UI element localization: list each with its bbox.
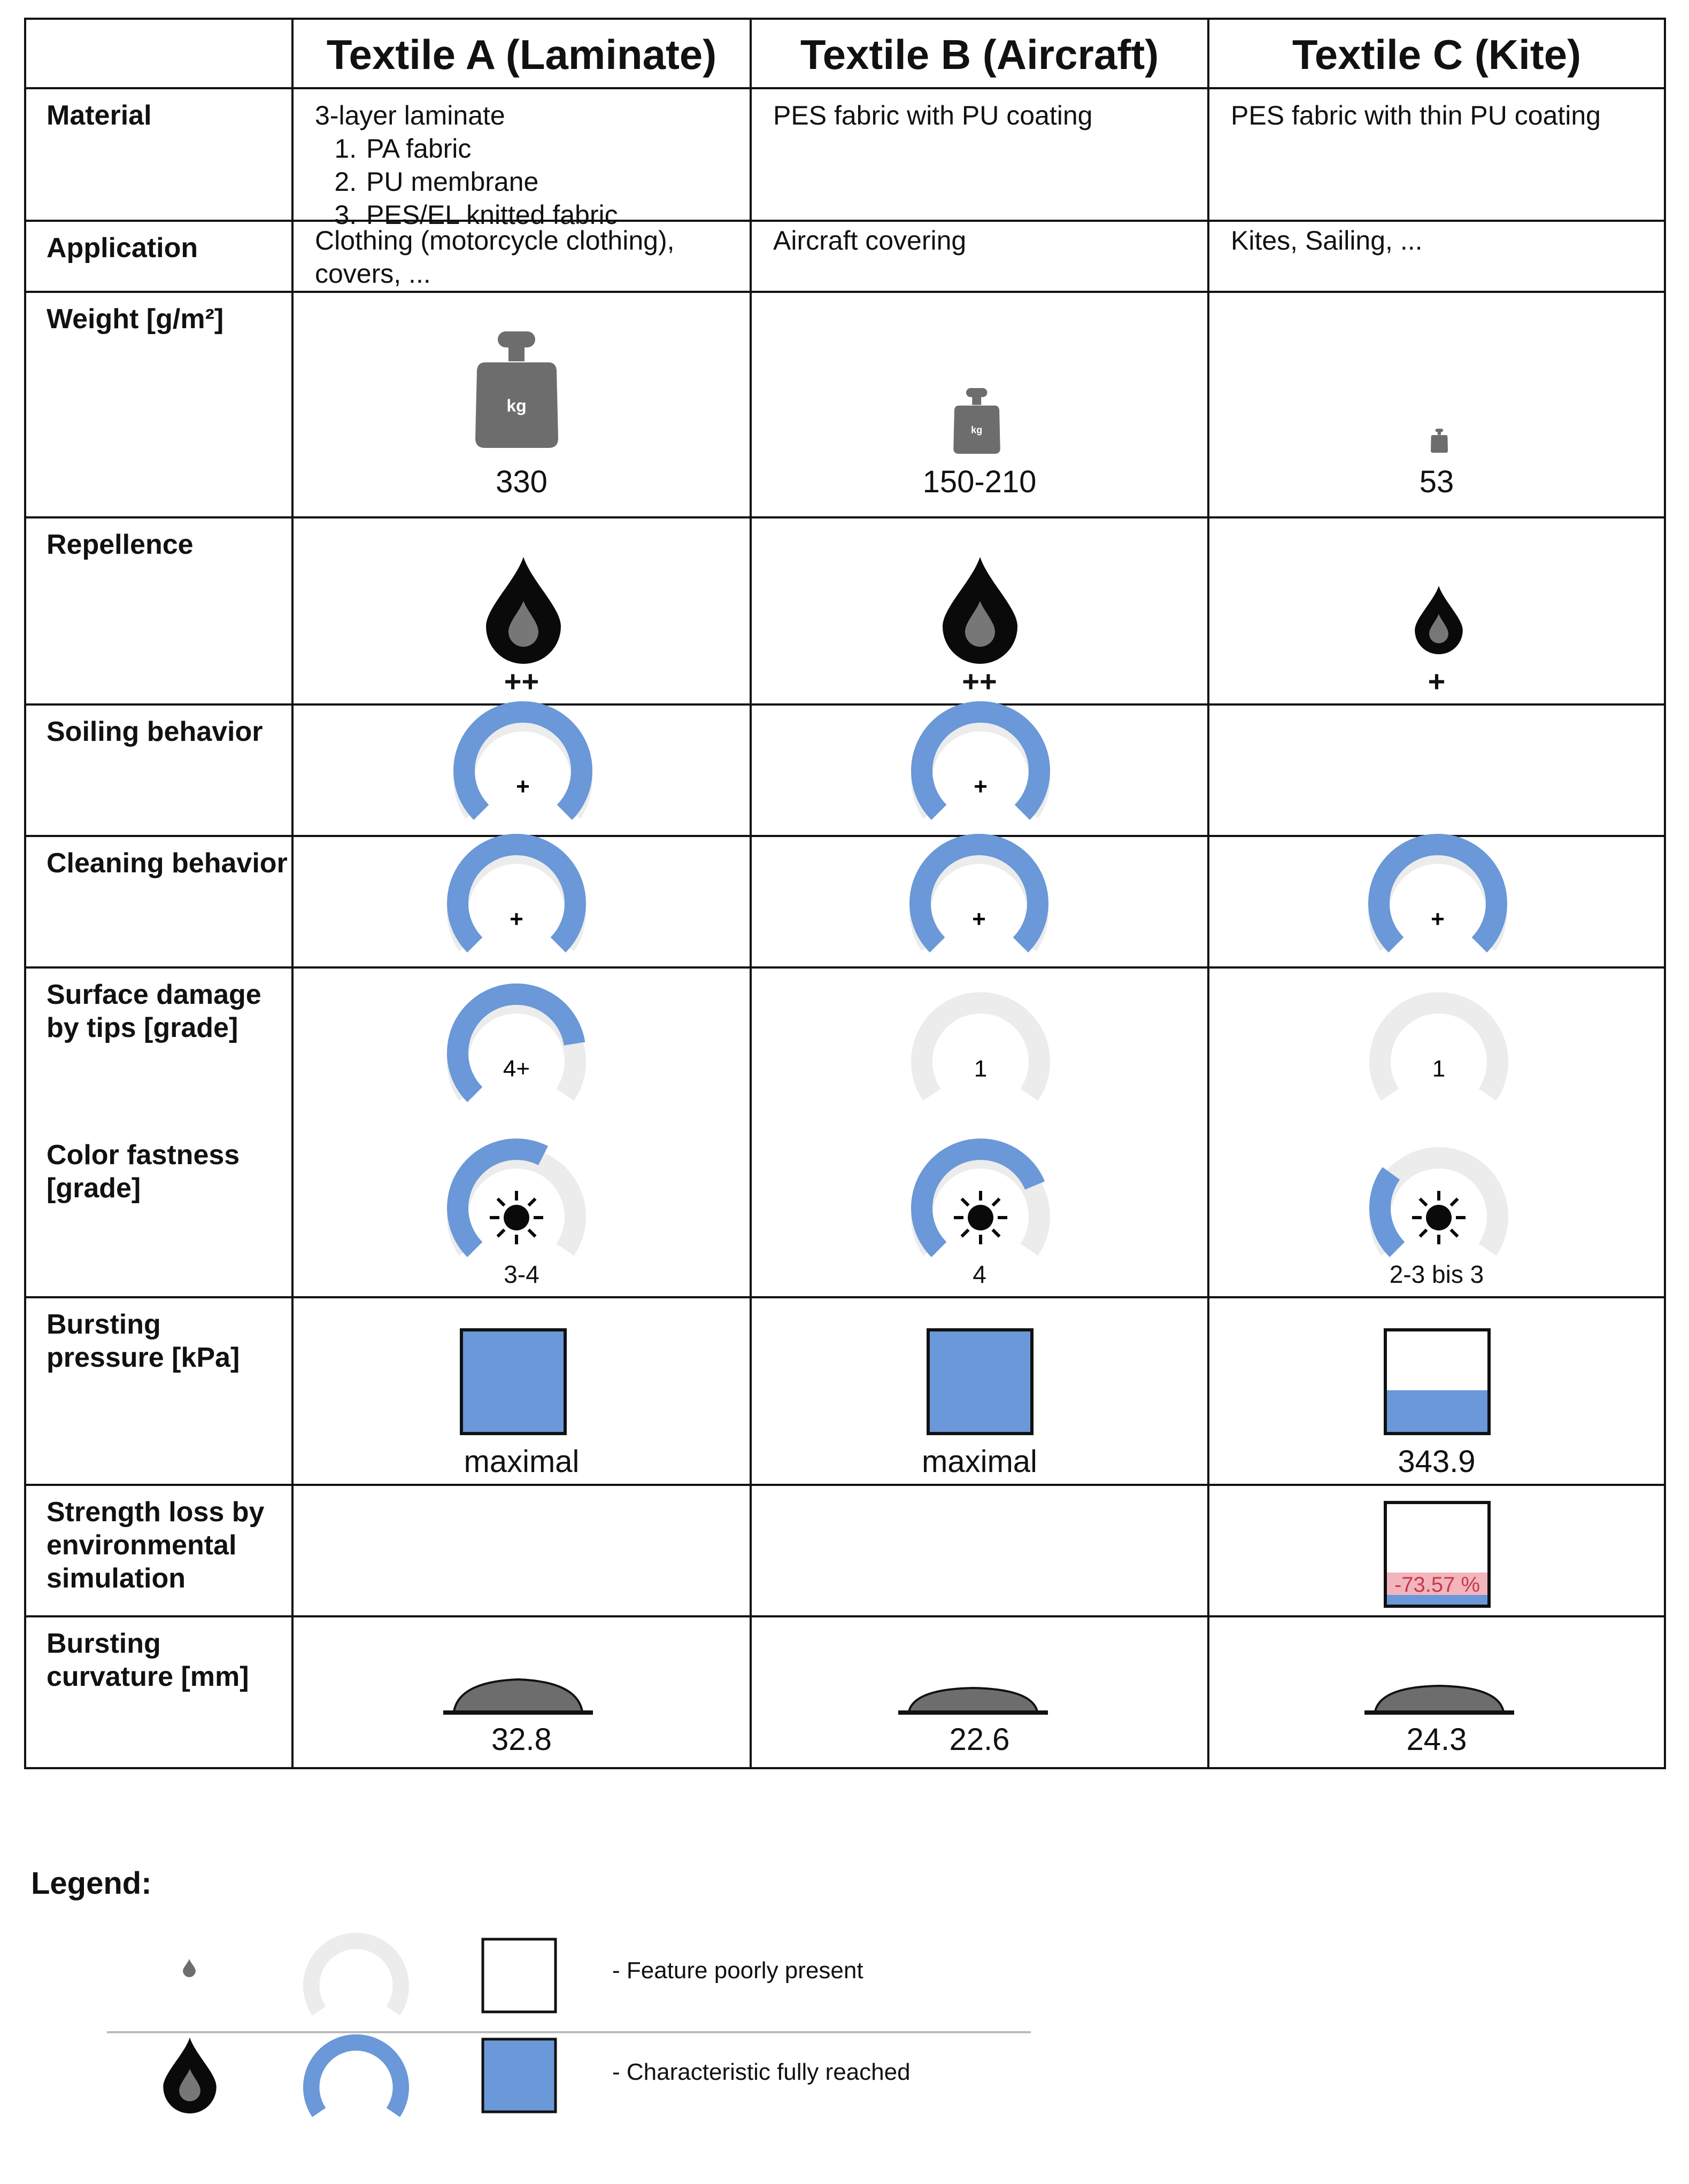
cleaning-gauge-c — [1368, 849, 1508, 961]
cleaning-value-a: + — [510, 906, 523, 932]
header-textile-b: Textile B (Aircraft) — [750, 20, 1207, 87]
bursting-box-a — [460, 1328, 567, 1435]
bursting-pressure-row — [24, 1296, 1666, 1484]
legend-poor-text: - Feature poorly present — [612, 1957, 863, 1984]
bursting-curvature-value-a: 32.8 — [491, 1722, 552, 1757]
weight-value-b: 150-210 — [922, 464, 1037, 499]
application-label: Application — [24, 222, 291, 291]
drop-icon-a — [486, 557, 561, 664]
header-textile-a: Textile A (Laminate) — [291, 20, 750, 87]
legend-divider — [107, 2031, 1031, 2033]
cleaning-row — [24, 835, 1666, 966]
material-row — [24, 87, 1666, 230]
repellence-label: Repellence — [24, 518, 291, 703]
cleaning-value-b: + — [972, 906, 986, 932]
legend-full-box-icon — [481, 2038, 557, 2113]
curvature-dome-c — [1364, 1679, 1514, 1719]
soiling-value-b: + — [974, 773, 988, 800]
material-a-layer-1: 1. PA fabric — [364, 132, 750, 165]
curvature-dome-b — [898, 1682, 1048, 1719]
repellence-value-b: ++ — [962, 664, 997, 698]
color-gauge-b — [911, 1153, 1051, 1266]
surface-gauge-c — [1369, 998, 1509, 1111]
header-textile-c: Textile C (Kite) — [1207, 20, 1666, 87]
weight-icon-c — [1431, 429, 1448, 453]
header-row — [24, 18, 1666, 87]
surface-damage-label: Surface damage by tips [grade] — [47, 979, 261, 1043]
color-value-b: 4 — [973, 1260, 986, 1288]
bursting-curvature-value-b: 22.6 — [949, 1722, 1010, 1757]
color-value-a: 3-4 — [504, 1260, 539, 1288]
material-c: PES fabric with thin PU coating — [1207, 89, 1666, 220]
material-b: PES fabric with PU coating — [750, 89, 1207, 220]
surface-value-b: 1 — [974, 1056, 988, 1082]
bursting-curvature-row — [24, 1615, 1666, 1769]
weight-value-c: 53 — [1419, 464, 1454, 499]
material-a-layer-2: 2. PU membrane — [364, 165, 750, 198]
bursting-pressure-label: Bursting pressure [kPa] — [24, 1298, 291, 1484]
legend-full-gauge-icon — [303, 2039, 410, 2125]
legend-full-text: - Characteristic fully reached — [612, 2059, 911, 2085]
material-a-intro: 3-layer laminate — [315, 100, 505, 130]
weight-label: Weight [g/m²] — [24, 293, 291, 516]
soiling-label: Soiling behavior — [24, 706, 291, 835]
cleaning-value-c: + — [1431, 906, 1445, 932]
bursting-curvature-value-c: 24.3 — [1406, 1722, 1467, 1757]
legend-title: Legend: — [31, 1866, 152, 1901]
soiling-row — [24, 703, 1666, 835]
color-fastness-label: Color fastness [grade] — [47, 1140, 240, 1204]
cleaning-gauge-b — [909, 849, 1049, 961]
strength-loss-value-c: -73.57 % — [1394, 1573, 1480, 1597]
color-gauge-a — [446, 1153, 587, 1266]
drop-icon-b — [943, 557, 1017, 664]
weight-icon-b — [953, 388, 1000, 454]
surface-gauge-a — [446, 998, 587, 1111]
color-value-c: 2-3 bis 3 — [1389, 1260, 1484, 1288]
bursting-pressure-value-b: maximal — [922, 1444, 1037, 1479]
material-label: Material — [24, 89, 291, 220]
weight-icon-text: kg — [506, 396, 527, 415]
weight-icon-a — [475, 331, 558, 448]
surface-value-c: 1 — [1432, 1056, 1446, 1082]
strength-loss-row — [24, 1484, 1666, 1615]
soiling-gauge-a — [453, 716, 593, 828]
material-a-layers — [315, 132, 750, 231]
weight-icon-text: kg — [971, 424, 983, 436]
legend-large-drop-icon — [163, 2038, 217, 2113]
strength-loss-label: Strength loss by environmental simulation — [24, 1486, 291, 1615]
bursting-curvature-label: Bursting curvature [mm] — [24, 1617, 291, 1767]
drop-icon-c — [1415, 586, 1463, 654]
surface-color-row — [24, 966, 1666, 1296]
application-c: Kites, Sailing, ... — [1207, 222, 1666, 291]
sun-icon — [954, 1191, 1007, 1244]
repellence-value-c: + — [1428, 664, 1446, 698]
legend-empty-gauge-icon — [303, 1938, 410, 2023]
color-gauge-c — [1369, 1153, 1509, 1266]
sun-icon — [490, 1191, 543, 1244]
material-a-layer-3: 3. PES/EL knitted fabric — [364, 198, 750, 231]
legend-small-drop-icon — [183, 1959, 196, 1977]
bursting-pressure-value-a: maximal — [464, 1444, 580, 1479]
bursting-pressure-value-c: 343.9 — [1398, 1444, 1476, 1479]
weight-row — [24, 291, 1666, 516]
legend-empty-box-icon — [481, 1938, 557, 2013]
repellence-value-a: ++ — [504, 664, 539, 698]
material-a — [291, 89, 750, 230]
soiling-gauge-b — [911, 716, 1051, 828]
repellence-row — [24, 516, 1666, 703]
application-a: Clothing (motorcycle clothing), covers, ... — [291, 222, 750, 291]
curvature-dome-a — [443, 1671, 593, 1719]
sun-icon — [1412, 1191, 1466, 1244]
cleaning-gauge-a — [446, 849, 587, 961]
strength-loss-box-c — [1384, 1501, 1491, 1608]
bursting-box-b — [927, 1328, 1034, 1435]
surface-value-a: 4+ — [503, 1056, 530, 1082]
application-row — [24, 220, 1666, 291]
comparison-table — [24, 18, 1666, 1769]
application-b: Aircraft covering — [750, 222, 1207, 291]
bursting-box-c — [1384, 1328, 1491, 1435]
soiling-value-a: + — [516, 773, 530, 800]
surface-gauge-b — [911, 998, 1051, 1111]
weight-value-a: 330 — [496, 464, 547, 499]
cleaning-label: Cleaning behavior — [24, 837, 291, 966]
